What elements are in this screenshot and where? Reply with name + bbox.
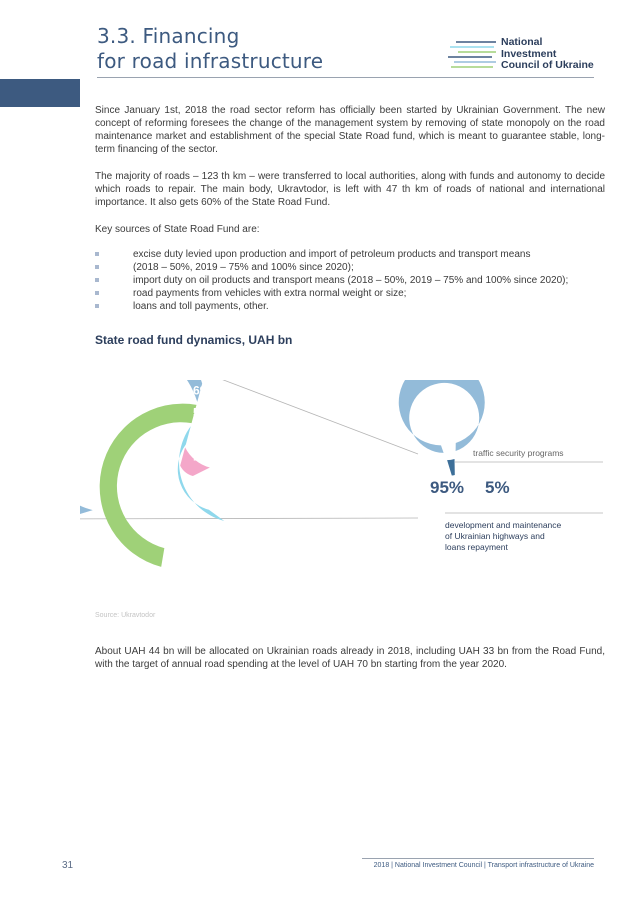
logo-text	[501, 37, 594, 72]
connector-line-bottom	[80, 518, 418, 519]
bullet-icon	[95, 265, 99, 269]
page-title-line-2: for road infrastructure	[97, 49, 324, 73]
paragraph-reform: Since January 1st, 2018 the road sector reform has officially been started by Ukrainian Government. The new concept of reforming foresees the change of the management system by removing of state monopoly on the road maintenance market and establishment of the special State Road fund, which is meant to guarantee stable, long-term financing of the sector.	[95, 105, 605, 155]
footer-divider	[362, 858, 594, 859]
page-number: 31	[62, 860, 74, 871]
radial-bar-value-label: 51,2	[193, 405, 217, 420]
list-item	[95, 261, 605, 274]
council-logo	[448, 37, 598, 73]
list-item	[95, 300, 605, 313]
donut-slice-label: traffic security programs	[473, 448, 564, 458]
bullet-icon	[95, 304, 99, 308]
bullet-icon	[95, 291, 99, 295]
chart-title: State road fund dynamics, UAH bn	[95, 333, 293, 347]
logo-lines-icon	[448, 39, 498, 73]
radial-bar-value-label: 69,8	[193, 383, 217, 398]
list-item	[95, 248, 605, 261]
header-accent-block	[0, 79, 80, 107]
page-title	[97, 24, 323, 74]
logo-line-2: Investment	[501, 47, 557, 60]
donut-value-label: 5%	[485, 478, 510, 497]
bullet-icon	[95, 278, 99, 282]
list-item-text: loans and toll payments, other.	[133, 301, 269, 312]
logo-line-1: National	[501, 36, 543, 48]
radial-bar	[80, 380, 202, 516]
donut-slice	[447, 459, 455, 475]
chart-source: Source: Ukravtodor	[95, 612, 156, 619]
paragraph-key-sources: Key sources of State Road Fund are:	[95, 224, 260, 235]
sources-list	[95, 248, 605, 313]
connector-line-top	[205, 380, 418, 454]
list-item	[95, 287, 605, 300]
list-item-text: road payments from vehicles with extra normal weight or size;	[133, 288, 407, 299]
logo-line-3: Council of Ukraine	[501, 59, 594, 71]
header-divider	[97, 77, 594, 78]
list-item-text: import duty on oil products and transport means (2018 – 50%, 2019 – 75% and 100% since 2020);	[133, 275, 569, 286]
paragraph-closing: About UAH 44 bn will be allocated on Ukrainian roads already in 2018, including UAH 33 bn from the Road Fund, with the target of annual road spending at the level of UAH 70 bn starting from the year 2020.	[95, 646, 605, 670]
bullet-icon	[95, 252, 99, 256]
radial-bar-value-label: 14,2	[193, 449, 217, 464]
paragraph-roads: The majority of roads – 123 th km – were transferred to local authorities, along with funds and autonomy to decide which roads to repair. The main body, Ukravtodor, is left with 47 th km of roads of national and international importance. It also gets 60% of the State Road Fund.	[95, 171, 605, 208]
radial-bar-value-label: 32,6	[193, 427, 217, 442]
donut-slice	[399, 380, 485, 453]
list-item-text: excise duty levied upon production and import of petroleum products and transport means	[133, 249, 531, 260]
donut-value-label: 95%	[429, 478, 465, 497]
list-item-text: (2018 – 50%, 2019 – 75% and 100% since 2020);	[133, 262, 354, 273]
list-item	[95, 274, 605, 287]
footer-text: 2018 | National Investment Council | Transport infrastructure of Ukraine	[373, 862, 594, 869]
fund-chart	[80, 380, 610, 605]
donut-slice-label: development and maintenance of Ukrainian highways and loans repayment	[445, 520, 562, 552]
page-title-line-1: 3.3. Financing	[97, 24, 240, 48]
